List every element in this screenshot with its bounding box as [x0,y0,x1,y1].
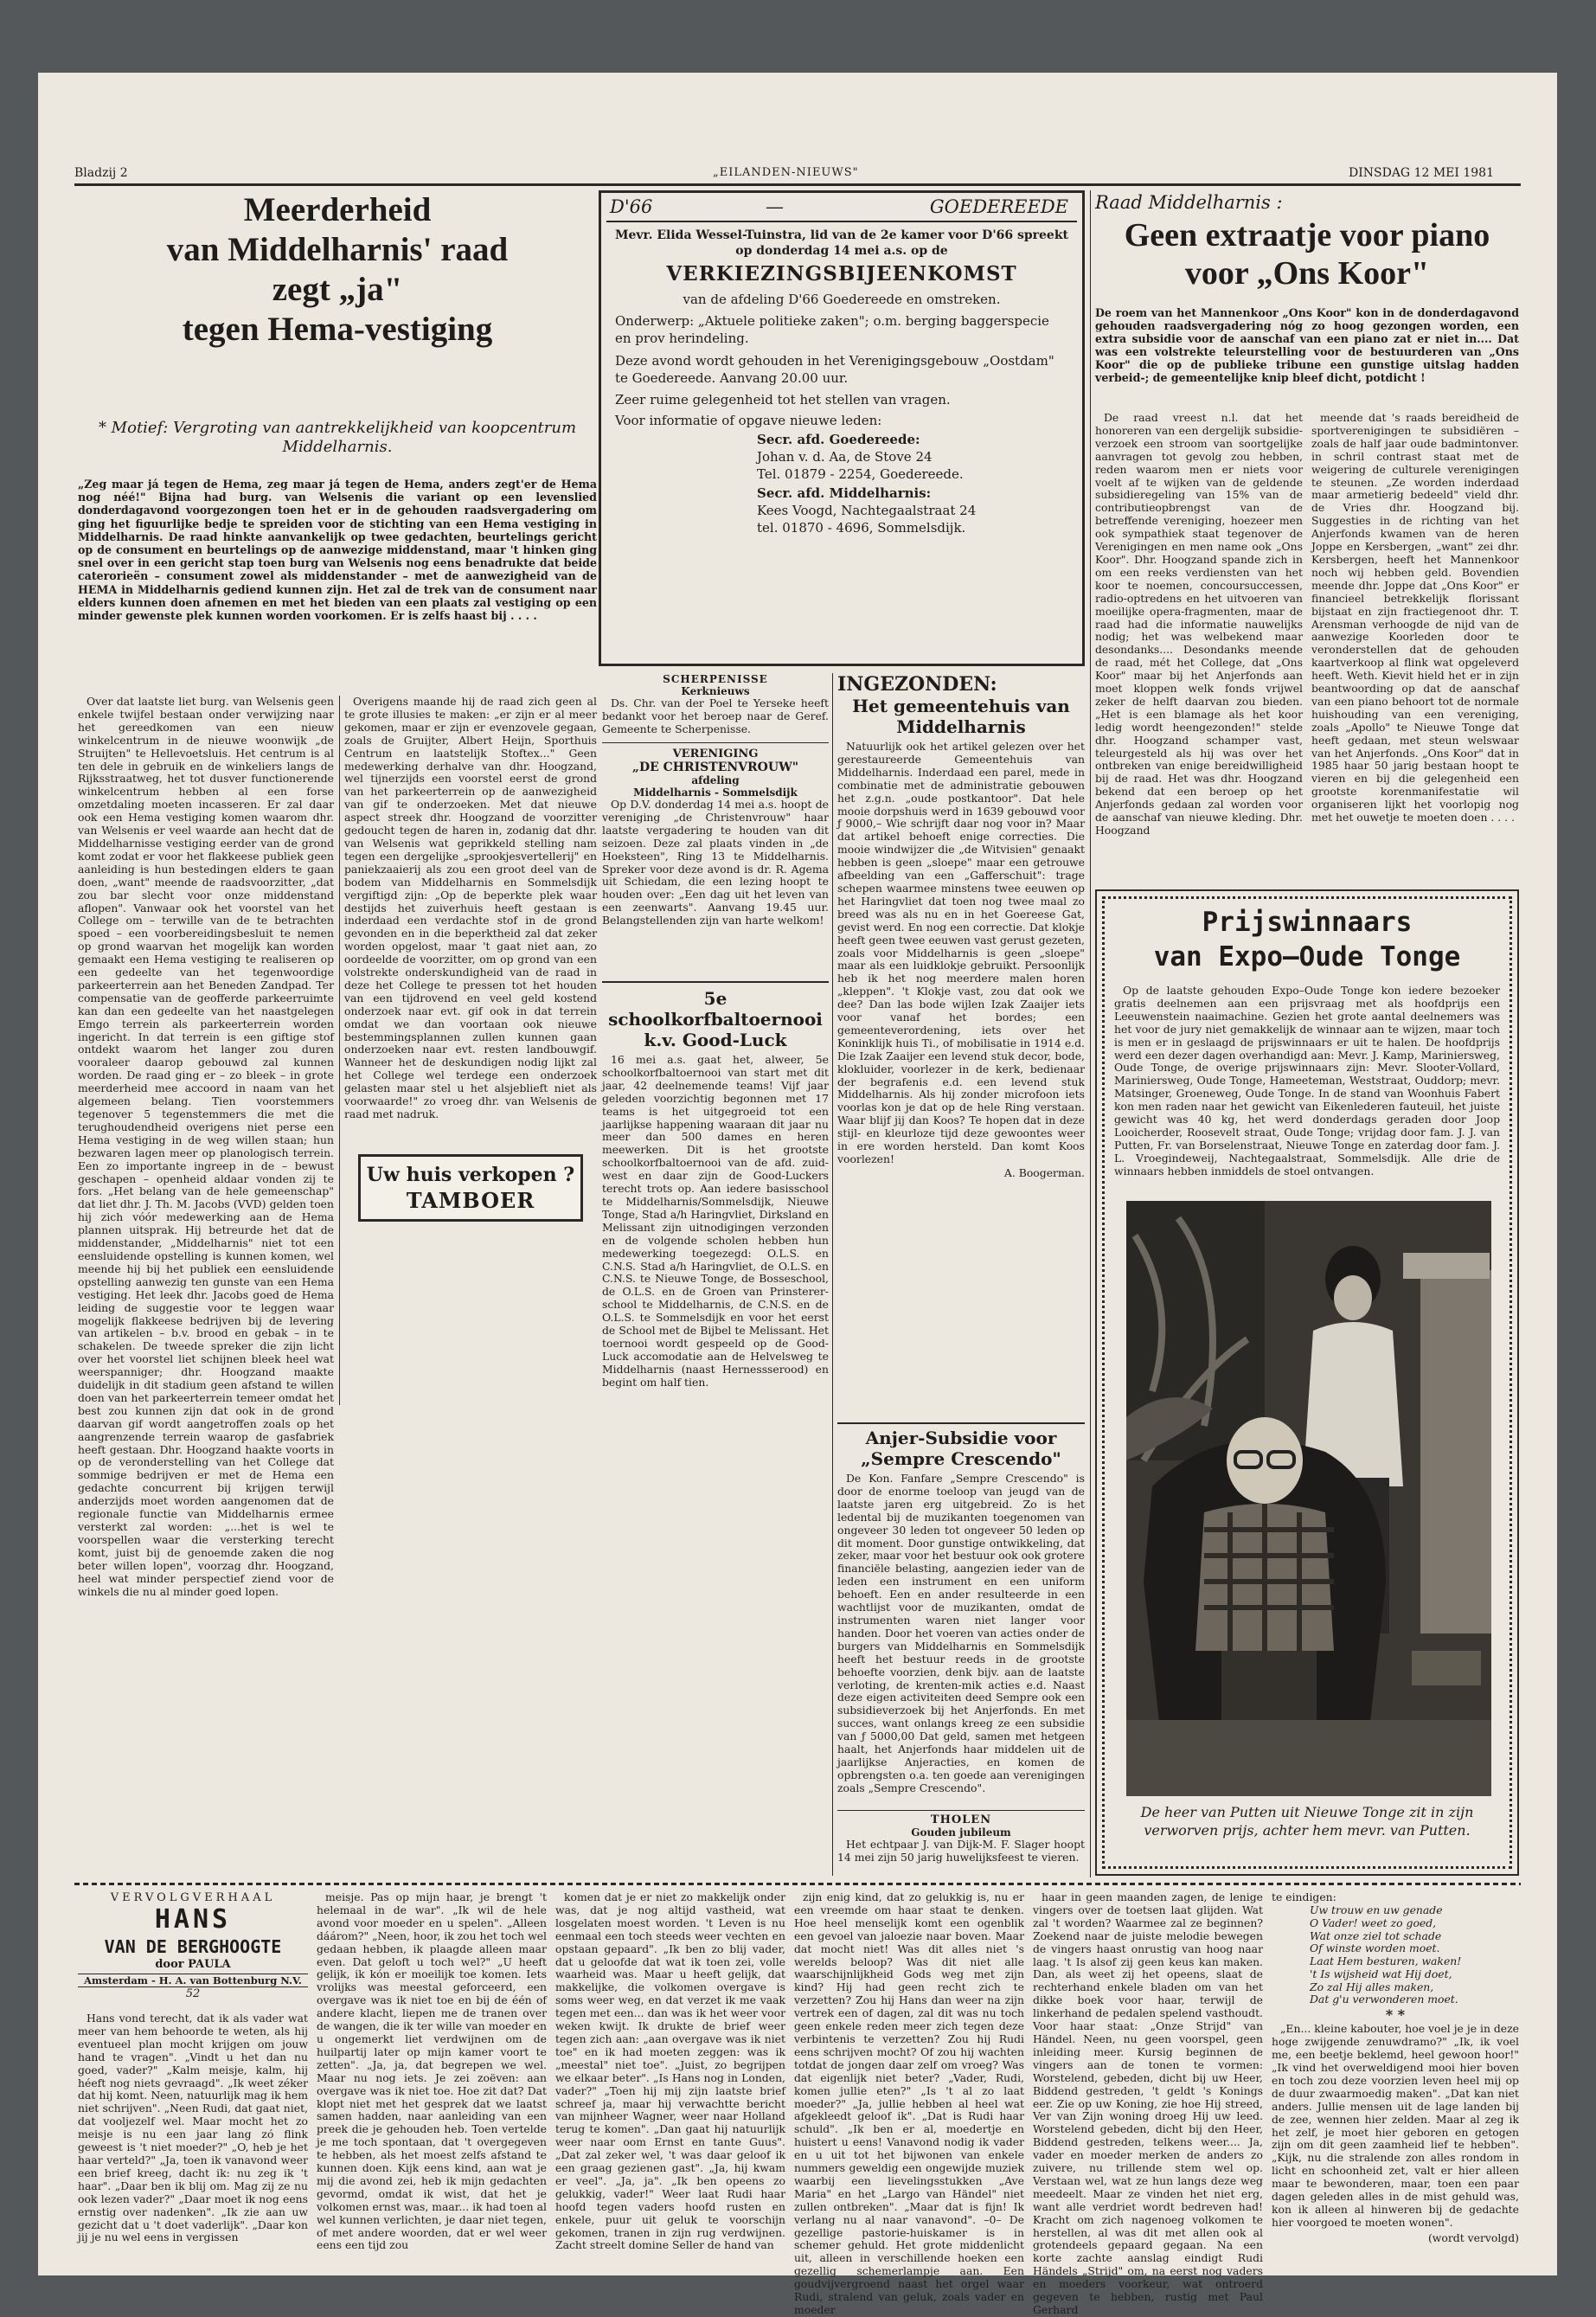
d66-questions: Zeer ruime gelegenheid tot het stellen van vragen. [615,392,951,408]
tholen-item: THOLEN Gouden jubileum Het echtpaar J. van Dijk-M. F. Slager hoopt 14 mei zijn 50 jarig huwelijksfeest te vieren. [837,1813,1085,1864]
serial-kicker: VERVOLGVERHAAL [110,1891,276,1904]
koor-headline: Geen extraatje voor piano voor „Ons Koor" [1124,217,1490,292]
serial-poem: Uw trouw en uw genade O Vader! weet zo goed, Wat onze ziel tot schade Of winste worden moet. Laat Hem besturen, waken! 't Is wijsheid wat Hij doet, Zo zal Hij alles maken, Dat g'u verwonderen moet. [1310,1903,1462,2006]
serial-column-3: komen dat je er niet zo makkelijk onder was, dat je nog altijd vastheid, wat losgelaten moest worden. 't Leven is nu eenmaal een toch steeds weer vechten en opstaan gepaard". „Ik ben zo blij vader, dat u geloofde dat wat ik toen zei, volle waarheid was. Maar u heeft gelijk, dat makkelijke, die volkomen overgave is soms weer weg, en dat verzet ik me vaak tegen met een... dan was ik het weer voor weken kwijt. Ik drukte de brief weer tegen zich aan: „aan overgave was ik niet toe" en ik had moeten zeggen: was ik „meestal" niet toe". „Juist, zo begrijpen we elkaar beter". „Is Hans nog in Londen, vader?" „Toen hij mij zijn laatste brief schreef ja, maar hij verwachtte bericht van mijnheer Wagner, weer naar Holland terug te komen". „Dan gaat hij natuurlijk weer naar oom Ernst en tante Guus". „Dat zal zeker wel, 't was daar geloof ik een graag gezienen gast". „Ja, hij kwam er veel". „Ja, ja". „Ik ben opeens zo gelukkig, vader!" Weer laat Rudi haar hoofd tegen vaders hoofd rusten en enkele, puur uit geluk te voorschijn gekomen, tranen in zijn rug verdwijnen. Zacht streelt domine Seller de hand van [555,1890,785,2252]
scherpenisse-item: SCHERPENISSE Kerknieuws Ds. Chr. van der Poel te Yerseke heeft bedankt voor het beroep naar de Geref. Gemeente te Scherpenisse. [602,673,829,735]
serial-column-2: meisje. Pas op mijn haar, je brengt 't helemaal in de war". „Ik wil de hele avond voor moeder en u spelen". „Alleen dáárom?" „Neen, hoor, ik zou het toch wel gedaan hebben, ik plaagde alleen maar even. Dat geloft u toch wel?" „U heeft gelijk, ik kón er moeilijk toe komen. Iets vrolijks was meestal geforceerd, een overgave was ik niet toe en bij de één of andere klacht, liepen me de tranen over de wangen, die ik ter wille van moeder en u ongemerkt liet verdwijnen om de huilpartij later op mijn kamer voort te zetten". „Ja, ja, dat begrepen we wel. Maar nu nog iets. Je zei zoëven: aan overgave was ik niet toe. Hoe zit dat? Dat klopt niet met het gesprek dat we laatst samen hadden, naar aanleiding van een preek die je gehouden heb. Toen vertelde je me toch spontaan, dat 't overgegeven te hebben, als het moest zelfs afstand te kunnen doen. Kijk eens kind, aan wat je mij die avond zei, heb ik mijn gedachten gevormd, omdat ik wist, dat het je volkomen ernst was, maar... ik had toen al wel kunnen verlichten, je daar niet tegen, of met andere woorden, dat er wel weer eens een tijd zou [317,1890,547,2252]
koor-lead: De roem van het Mannenkoor „Ons Koor" kon in de donderdagavond gehouden raadsvergadering nóg zo hoog gezongen worden, een extra subsidie voor de aanschaf van een piano zat er niet in.... Dat was een volstrekte teleurstelling voor de bestuurderen van „Ons Koor" die op de publieke tribune een gunstige uitslag hadden verbeid-; de gemeentelijke knip bleef dicht, potdicht ! [1095,306,1519,384]
serial-title-1: HANS [154,1904,232,1935]
christenvrouw-item: VERENIGING „DE CHRISTENVROUW" afdeling Middelharnis - Sommelsdijk Op D.V. donderdag 14 mei a.s. hoopt de vereniging „de Christenvrouw" haar laatste vergadering te houden van dit seizoen. Deze zal plaats vinden in „de Hoeksteen", Ring 13 te Middelharnis. Spreker voor deze avond is dr. R. Agema uit Schiedam, die een lezing hoopt te houden over: „Een dag uit het leven van een zeenwarts". Aanvang 19.45 uur. Belangstellenden zijn van harte welkom! [602,748,829,927]
tamboer-line-2: TAMBOER [406,1188,535,1213]
hema-column-3 [344,1234,597,1874]
d66-secr-2: Secr. afd. Middelharnis: [757,485,932,501]
hema-column-2: Overigens maande hij de raad zich geen al te grote illusies te maken: „er zijn er al meer gekomen, maar er zijn er evenzovele gegaan, zoals de Gruijter, Albert Heijn, Sporthuis Centrum en laatstelijk Stoftex..." Geen medewerking derhalve van dhr. Hoogzand, wel tijnerzijds een voorstel eerst de grond van het parkeerterrein op de aanwezigheid van gif te onderzoeken. Met dat nieuwe aspect streek dhr. Hoogzand de voorzitter gedoucht tegen de haren in, zodanig dat dhr. van Welsenis wat geprikkeld stelling nam tegen een dergelijke „sprookjesvertellerij" en paniekzaaierij als zou een groot deel van de bodem van Middelharnis en Sommelsdijk vergiftigd zijn: „Op de beperkte plek waar destijds het zuiverhuis heeft gestaan is inderdaad een verdachte stof in de grond gevonden en in die beperktheid zal dat zeker worden opgelost, maar 't gaat niet aan, zo oordeelde de voorzitter, om op grond van een volstrekte onderskundigheid van de raad in deze het College te pressen tot het houden van een tijdrovend en veel geld kostend onderzoek naar evt. gif ook in dat terrein omdat we dan voortaan ook nieuwe bestemmingsplannen zullen kunnen gaan onderzoeken naar evt. resten landbouwgif. Wanneer het de deskundigen nodig lijkt zal het College wel terdege een onderzoek gelasten maar stel u het alsjeblieft niet als voorwaarde!" zo vroeg dhr. van Welsenis de raad met nadruk. [344,695,597,1120]
tamboer-ad [358,1154,583,1222]
koor-column-1: De raad vreest n.l. dat het honoreren van een dergelijk subsidie-verzoek een stroom van soortgelijke aanvragen tot gevolg zou hebben, reden waarom men er niets voor voelt af te wijken van de geldende subsidieregeling van 15% van de contributieopbrengst van de betreffende vereniging, hoezeer men ook sympathiek staat tegenover de Verenigingen en men name ook „Ons Koor". Dhr. Hoogzand spande zich in om een reeks verdiensten van het koor te noemen, concoursuccessen, radio-optredens en het uitvoeren van moeilijke opera-fragmenten, maar de raad had die informatie nauwelijks nodig; het was welbekend maar desondanks.... Desondanks meende de raad, mét het College, dat „Ons Koor" maar bij het Anjerfonds aan moet kloppen welk fonds vrijwel zeker de helft daarvan zou bieden. „Het is een blamage als het koor ledig wordt heengezonden!" stelde dhr. Hoogzand schamper vast, teleurgesteld als hij was over het ontbreken van enige bereidwilligheid bij de raad. Het was dhr. Hoogzand bekend dat een beroep op het Anjerfonds gedaan zal worden voor de aanschaf van nieuwe kleding. Dhr. Hoogzand [1095,411,1303,837]
prize-winner-photo [1126,1201,1491,1796]
d66-onderwerp: Onderwerp: „Aktuele politieke zaken"; o.m. berging baggerspecie en prov herindeling. [615,313,1049,346]
d66-advert [599,190,1085,666]
serial-publisher: Amsterdam - H. A. van Bottenburg N.V. [78,1974,308,1987]
prijswinnaars-box [1095,889,1519,1876]
masthead-rule [74,183,1521,186]
serial-masthead [78,1891,308,2011]
d66-subtitle: van de afdeling D'66 Goedereede en omstreken. [683,292,1001,307]
serial-title-2: VAN DE BERGHOOGTE [104,1936,282,1957]
page-number: Bladzij 2 [74,166,128,180]
d66-info: Voor informatie of opgave nieuwe leden: [615,413,882,428]
hema-lead: „Zeg maar já tegen de Hema, zeg maar já tegen de Hema, anders zegt'er de Hema nog néé!" Bijna had burg. van Welsenis die variant op een levenslied donderdagavond voorgezongen toen het er in de gehouden raadsvergadering om ging het figuurlijke bedje te spreiden voor de stichting van een Hema vestiging in Middelharnis. De raad hinkte aanvankelijk op twee gedachten, beurtelings gericht op de consument en beurtelings op de aanwezige middenstand, maar 't hinken ging snel over in een gericht stap toen burg van Welsenis nog eens benadrukte dat beide caterorieën – consument zowel als middenstander – met de aanwezigheid van de HEMA in Middelharnis gediend kunnen zijn. Het zal de trek van de consument naar elders kunnen doen afnemen en met het bieden van een plaats zal vestiging op een minder gewenste plek kunnen worden voorkomen. Er is zelfs haast bij . . . . [78,478,597,623]
section-rule [74,1883,1521,1885]
prijswinnaars-text: Op de laatste gehouden Expo–Oude Tonge kon iedere bezoeker gratis deelnemen aan een prijsvraag met als hoofdprijs een Leeuwenstein naaimachine. Gezien het grote aantal deelnemers was het voor de jury niet gemakkelijk de winnaar aan te wijzen, maar toch is men er in geslaagd de prijswinnaars er uit te halen. De hoofdprijs werd een dezer dagen overhandigd aan: Mevr. J. Kamp, Mariniersweg, Oude Tonge, de overige prijswinnaars zijn: Mevr. Slooter-Vollard, Mariniersweg, Oude Tonge, Hameeteman, Weststraat, Ouddorp; mevr. Matsinger, Groeneweg, Oude Tonge. In de stand van Woonhuis Fabert kon men raden naar het gewicht van Eikenlederen fauteuil, het juiste gewicht was 40 kg, het werd donderdags geraden door Joop Looicherder, Roosevelt straat, Oude Tonge; vrijdag door fam. J. J. van Putten, Fr. van Borselenstraat, Nieuwe Tonge en zaterdag door fam. J. L. Vroegindeweij, Nachtegaalstraat, Sommelsdijk. Alle drie de winnaars hebben inmiddels de stoel ontvangen. [1114,984,1500,1178]
issue-date: DINSDAG 12 MEI 1981 [1349,166,1494,180]
d66-secr-1-address: Johan v. d. Aa, de Stove 24 [757,449,933,465]
serial-column-4: zijn enig kind, dat zo gelukkig is, nu er een vreemde om haar staat te denken. Hoe heel menselijk komt een ogenblik een gevoel van jaloezie naar boven. Maar dat mocht niet! Was dit alles niet 's werelds beloop? Was dit niet alle waarschijnlijkheid Gods weg met zijn kind? Hij had geen recht zich te verzetten? Zou hij Hans dan weer na zijn vertrek een of dagen, zal dit was nu toch geen enkele reden meer zich tegen deze verbintenis te verzetten? Zou hij Rudi eens schrijven mocht? Of zou hij wachten totdat de jongen daar zelf om vroeg? Was dat eigenlijk niet beter? „Vader, Rudi, komen jullie eten?" „Is 't al zo laat moeder?" „Ja, jullie hebben al heel wat afgekleedt geloof ik". „Dat is Rudi haar schuld". „Ik ben er al, moedertje en huistert u eens! Vanavond nodig ik vader en u uit tot het bijwonen van enkele nummers geweldig een ongewijde muziek waarbij een lievelingsstukken „Ave Maria" en het „Largo van Händel" niet zullen ontbreken". „Maar dat is fijn! Ik verlang nu al naar vanavond". –0– De gezellige pastorie-huiskamer is in schemer gehuld. Het grote middenlicht uit, alleen in verschillende hoeken een gezellig schemerlampje aan. Een goudvijvergroend naast het orgel waar Rudi, stralend van geluk, zoals vader en moeder [794,1890,1024,2316]
hema-motief: * Motief: Vergroting van aantrekkelijkheid van koopcentrum Middelharnis. [98,419,577,456]
serial-continued: (wordt vervolgd) [1427,2230,1519,2244]
hema-headline-rest: van Middelharnis' raad zegt „ja" tegen Hema-vestiging [166,231,509,348]
koor-column-2: meende dat 's raads bereidheid de sportverenigingen te subsidiëren – zoals de half jaar oude badmintonver. in schril contrast staat met de weigering de culturele verenigingen te steunen. „Ze worden inderdaad maar armetierig bedeeld" vield dhr. de Vries dhr. Hoogzand bij. Suggesties in de richting van het Anjerfonds kwamen van de heren Joppe en Kersbergen, „want" zei dhr. Kersbergen, heeft het Mannenkoor noch wij hebben geld. Bovendien meende dhr. Joppe dat „Ons Koor" er financieel betrekkelijk florissant bijstaat en zijn fractiegenoot dhr. T. Arensman verhoogde de nijd van de aanwezige Koorleden door te veronderstellen dat de gehouden kaartverkoop al flink wat opgeleverd heeft. Weth. Kievit hield het er in zijn beantwoording op dat de aanschaf van een piano behoort tot de normale huishouding van een vereniging, zoals „Apollo" te Nieuwe Tonge dat heeft gedaan, met steun welswaar van het Anjerfonds. „Ons Koor" dat in 1985 haar 50 jarig bestaan hoopt te vieren en bij die gelegenheid een grootste korenmanifestatie wil organiseren lijkt het voorlopig nog met het ouwetje te moeten doen . . . . [1311,411,1519,825]
d66-secr-2-address: Kees Voogd, Nachtegaalstraat 24 [757,503,977,518]
korfbal-item: 5e schoolkorfbaltoernooi k.v. Good-Luck 16 mei a.s. gaat het, alweer, 5e schoolkorfbaltoernooi van start met dit jaar, 42 deelnemende teams! Vijf jaar geleden voorzichtig begonnen met 17 teams is het uitgegroeid tot een jaarlijkse happening waaraan dit jaar nu meer dan 500 dames en heren meewerken. Dit is het grootste schoolkorfbaltoernooi van de afd. zuid-west en daar zijn de Good-Luckers terecht trots op. Aan iedere basisschool te Middelharnis/Sommelsdijk, Nieuwe Tonge, Stad a/h Haringvliet, Dirksland en Melissant zijn uitnodigingen verzonden en de volgende scholen hebben hun medewerking toegezegd: O.L.S. en C.N.S. Stad a/h Haringvliet, de O.L.S. en C.N.S. te Nieuwe Tonge, de Bosseschool, de O.L.S. en de Groen van Prinsterer-school te Middelharnis, de C.N.S. en de O.L.S. te Sommelsdijk en voor het eerst de School met de Bijbel te Melissant. Het toernooi wordt gespeeld op de Good-Luck accomodatie aan de Helvelsweg te Middelharnis (naast Hernessserood) en begint om half tien. [602,988,829,1389]
koor-kicker: Raad Middelharnis : [1095,192,1283,213]
d66-intro: Mevr. Elida Wessel-Tuinstra, lid van de 2e kamer voor D'66 spreekt op donderdag 14 mei a.s. op de [614,228,1068,258]
d66-secr-1-phone: Tel. 01879 - 2254, Goedereede. [757,466,964,482]
serial-column-5: haar in geen maanden zagen, de lenige vingers over de toetsen laat glijden. Wat zal 't worden? Waarmee zal ze beginnen? Zoekend naar de juiste melodie bewegen de vingers haast onrustig van hoog naar laag. 't Is alsof zij geen keus kan maken. Dan, als weet zij het opeens, slaat de rechterhand enkele bladen om van het dikke boek voor haar, terwijl de linkerhand de pedalen spelend vasthoudt. Voor haar staat: „Onze Strijd" van Händel. Neen, nu geen voorspel, geen inleiding meer. Kursig beginnen de vingers aan de tonen te vormen: Worstelend, gebeden, dicht bij uw Heer, Biddend gestreden, 't geldt 's Konings eer. Zie op uw Koning, zie hoe Hij streed, Ver van Zijn woning droeg Hij uw leed. Worstelend gebeden, dicht bij den Heer, Biddend gestreden, telkens weer.... Ja, vader en moeder merken de anders zo zuivere, nu trillende stem wel op. Verstaan wel, wat ze hun langs deze weg meedeelt. Maar ze vinden het niet erg, want alle verdriet wordt bedreven had! Kracht om zich nagenoeg volkomen te herstellen, al was dit met allen ook al grotendeels gepaard gegaan. Na een korte zachte aanslag eindigt Rudi Händels „Strijd" om, na eerst nog vaders en moeders voorkeur, wat ontroerd gegeven te hebben, rustig met Paul Gerhard [1033,1890,1263,2316]
prijswinnaars-title: Prijswinnaars van Expo–Oude Tonge [1153,907,1461,972]
newspaper-page [38,73,1557,2316]
d66-title: VERKIEZINGSBIJEENKOMST [666,262,1017,286]
hema-column-1: Over dat laatste liet burg. van Welsenis geen enkele twijfel bestaan onder verwijzing naar het gereedkomen van een nieuw winkelcentrum in de nieuwe woonwijk „de Struijten" te Hellevoetsluis. Het centrum is al ten dele in gebruik en de winkeliers langs de Rijksstraatweg, het tot dusver functionerende winkelcentrum hebben al een forse omzetdaling moeten incasseren. Er zal daar ook een Hema vestiging komen waarom dhr. van Welsenis er veel waarde aan hecht dat de Middelharnisse vestiging eerder van de grond komt zodat er voor het flakkeese publiek geen aanleiding is hun bestedingen elders te gaan doen, „want" meende de raadsvoorzitter, „dat zou bar slecht voor onze middenstand aflopen". Vanwaar ook het voorstel van het College om – terwille van de te betrachten spoed – een voorbereidingsbesluit te nemen op grond waarvan het mogelijk kan worden gemaakt een Hema vestiging te realiseren op een gedeelte van het tegenwoordige parkeerterrein aan het Beneden Zandpad. Ter compensatie van de geofferde parkeerruimte kan dan een gedeelte van het naastgelegen Emgo terrein als parkeerterrein worden ingericht. In dat terrein is een giftige stof ontdekt waarom het langer zou duren vooraleer daarop gebouwd zal kunnen worden. De raad ging er – zo bleek – in grote meerderheid mee accoord in naam van het algemeen belang. Tien voorstemmers tegenover 5 tegenstemmers die met die terughoudendheid overigens niet perse een Hema vestiging in de weg willen staan; hun bezwaren lagen meer op planologisch terrein. Een zo importante ingreep in de – bewust geschapen – openheid aldaar vonden zij te fors. „Het belang van de hele gemeenschap" dat liet dhr. J. Th. M. Jacobs (VVD) gelden toen hij zich vóór medewerking aan de Hema plannen uitsprak. Hij betreurde het dat de middenstander, „Middelharnis" niet tot een eensluidende opstelling is kunnen komen, wel meende hij bij het publiek een eensluidende opstelling aanwezig ten gunste van een Hema vestiging. Het leek dhr. Jacobs goed de Hema leiding de suggestie voor te leggen waar mogelijk flakkeese bedrijven bij de levering van artikelen – b.v. brood en gebak – in te schakelen. De tweede spreker die zijn licht over het voorstel liet schijnen bleek heel wat weerspanniger; dhr. Hoogzand maakte duidelijk in dit stadium geen afstand te willen doen van het parkeerterrein temeer omdat het best zou kunnen zijn dat ook in de grond daarvan gif wordt aangetroffen zoals op het aangrenzende terrein waarop de gasfabriek heeft gestaan. Dhr. Hoogzand haakte voorts in op de veronderstelling van het College dat sommige bedrijven er met de Hema een gedachte concurrent bij krijgen terwijl anderzijds moet worden aangenomen dat de regionale functie van Middelharnis ermee versterkt zal worden: „...het is wel te voorspellen waar die versterking terecht komt, juist bij de genoemde zaken die nog beter willen lopen", voorzag dhr. Hoogzand, heel wat minder perspectief ziend voor de winkels die nu al minder goed lopen. [78,695,334,1598]
d66-location: Deze avond wordt gehouden in het Verenigingsgebouw „Oostdam" te Goedereede. Aanvang 20.00 uur. [615,353,1054,386]
hema-headline: Meerderheid [243,191,432,228]
paper-name: „EILANDEN-NIEUWS" [713,166,859,179]
d66-secr-1: Secr. afd. Goedereede: [757,432,920,447]
d66-secr-2-phone: tel. 01870 - 4696, Sommelsdijk. [757,520,966,536]
serial-column-6: te eindigen: Uw trouw en uw genade O Vader! weet zo goed, Wat onze ziel tot schade Of winste worden moet. Laat Hem besturen, waken! 't Is wijsheid wat Hij doet, Zo zal Hij alles maken, Dat g'u verwonderen moet. * * „En... kleine kabouter, hoe voel je je in deze hoge zwijgende zenuwdramo?" „Ik, ik voel me, een beetje beklemd, heel gewoon hoor!" „Ik vind het overweldigend mooi hier boven en toch zou deze voorzien leven heel mij op de duur zwaarmoedig maken". „Dat kan niet anders. Jullie mensen uit de lage landen bij de zee, wennen hier zelden. Maar al zeg ik het zelf, je moet hier geboren en getogen zijn om dit geen zaamheid lief te hebben". „Kijk, nu die stralende zon alles rondom in licht en schoonheid zet, valt er hier alleen maar te bewonderen, maar, toen een paar dagen geleden alles in de mist gehuld was, kon ik alleen al hinweren bij de gedachte hier voorgoed te moeten wonen". (wordt vervolgd) [1272,1890,1519,2244]
tamboer-line-1: Uw huis verkopen ? [366,1164,575,1186]
serial-author: door PAULA [155,1958,231,1971]
hema-column-4 [602,1476,829,1874]
anjer-subsidie-item: Anjer-Subsidie voor „Sempre Crescendo" De Kon. Fanfare „Sempre Crescendo" is door de enorme toeloop van jeugd van de laatste jaren erg uitgebreid. Zo is het ledental bij de muzikanten toegenomen van ongeveer 30 leden tot ongeveer 50 leden op dit moment. Door gunstige ontwikkeling, dat zeker, maar voor het bestuur ook ook grotere financiële belasting, aangezien ieder van de leden een instrument en een uniform behoeft. Een en ander resulteerde in een wachtlijst voor de muzikanten, omdat de instrumenten waren niet langer voor handen. Door het voeren van acties onder de burgers van Middelharnis en Sommelsdijk heeft het bestuur reeds in de grootste behoefte voorzien, denk bijv. aan de laatste verloting, de krenten-mik acties e.d. Naast deze eigen activiteiten deed Sempre ook een subsidieverzoek bij het Anjerfonds. En met succes, want onlangs kreeg ze een subsidie van ƒ 5000,00 Dat geld, samen met hetgeen haalt, het Anjerfonds haar middelen uit de jaarlijkse Anjeracties, en komen de opbrengsten o.a. ten goede aan verenigingen zoals „Sempre Crescendo". [837,1428,1085,1794]
hema-column-divider [339,696,340,1405]
serial-number: 52 [185,1987,201,2000]
photo-caption: De heer van Putten uit Nieuwe Tonge zit in zijn verworven prijs, achter hem mevr. van Putten. [1140,1804,1474,1839]
ingezonden-item: INGEZONDEN: Het gemeentehuis van Middelharnis Natuurlijk ook het artikel gelezen over het gerestaureerde Gemeentehuis van Middelharnis. Inderdaad een parel, mede in combinatie met de administratie gebouwen het z.g.n. „oude postkantoor". Dat hele mooie dorpshuis werd in 1639 gebouwd voor ƒ 9000,– Wie schrijft daar nog voor in? Maar dat artikel behoeft enige correcties. Die mooie windwijzer die „de Witvisien" genaakt hebben is geen „sloepe" maar een getrouwe afbeelding van een „Gafferschuit": trage schepen waarmee minstens twee eeuwen op het Haringvliet dat toen nog twee maal zo breed was als nu en in het Goereese Gat, gevist werd. En nog een correctie. Dat klokje heeft geen twee eeuwen vast gerust gezeten, zoals voor Middelharnis is geen „sloepe" maar als een luidklokje gebruikt. Persoonlijk heb ik het nog meerdere malen horen „kleppen". 't Klokje vast, zou dat ook we dee? Dan las bode wijlen Izak Zaaijer iets voor vanaf het bordes; een gemeenteverordening, iets over het Koninklijk huis Ti., of mobilisatie in 1914 e.d. Die Izak Zaaijer een levend stuk decor, bode, klokluider, voorlezer in de kerk, bedienaar der begrafenis e.d. een levend stuk Middelharnis. Als hij zonder microfoon iets voorlas kon je dat op de hele Ring verstaan. Waar blijf jij dan Koos? Te hopen dat in deze stijl- en kleurloze tijd deze gewoontes weer in ere worden hersteld. Dan komt Koos voorlezen! A. Boogerman. [837,673,1085,1179]
serial-column-1: Hans vond terecht, dat ik als vader wat meer van hem behoorde te weten, als hij eventueel plan mocht krijgen om jouw hand te vragen". „Vindt u het dan nu goed, vader?" „Kalm meisje, kalm, hij héeft nog niets gevraagd". „Ik weet zéker dat hij komt. Neen, natuurlijk mag ik hem niet schrijven". „Neen Rudi, dat gaat niet, dat vooljezelf wel. Maar mocht het zo meisje is nu een jaar lang zó flink geweest is 't niet moeder?" „O, heb je het haar verteld?" „Ja, toen ik vanavond weer een brief kreeg, dacht ik: nu zeg ik 't haar". „Daar ben ik blij om. Mag zij ze nu ook lezen vader?" „Daar moet ik nog eens ernstig over nadenken". „Ik zie aan uw gezicht dat u 't doet vaderlijk". „Daar kon jij je nu wel eens in vergissen [78,2012,308,2244]
d66-header: D'66 — GOEDEREEDE [610,196,1068,217]
